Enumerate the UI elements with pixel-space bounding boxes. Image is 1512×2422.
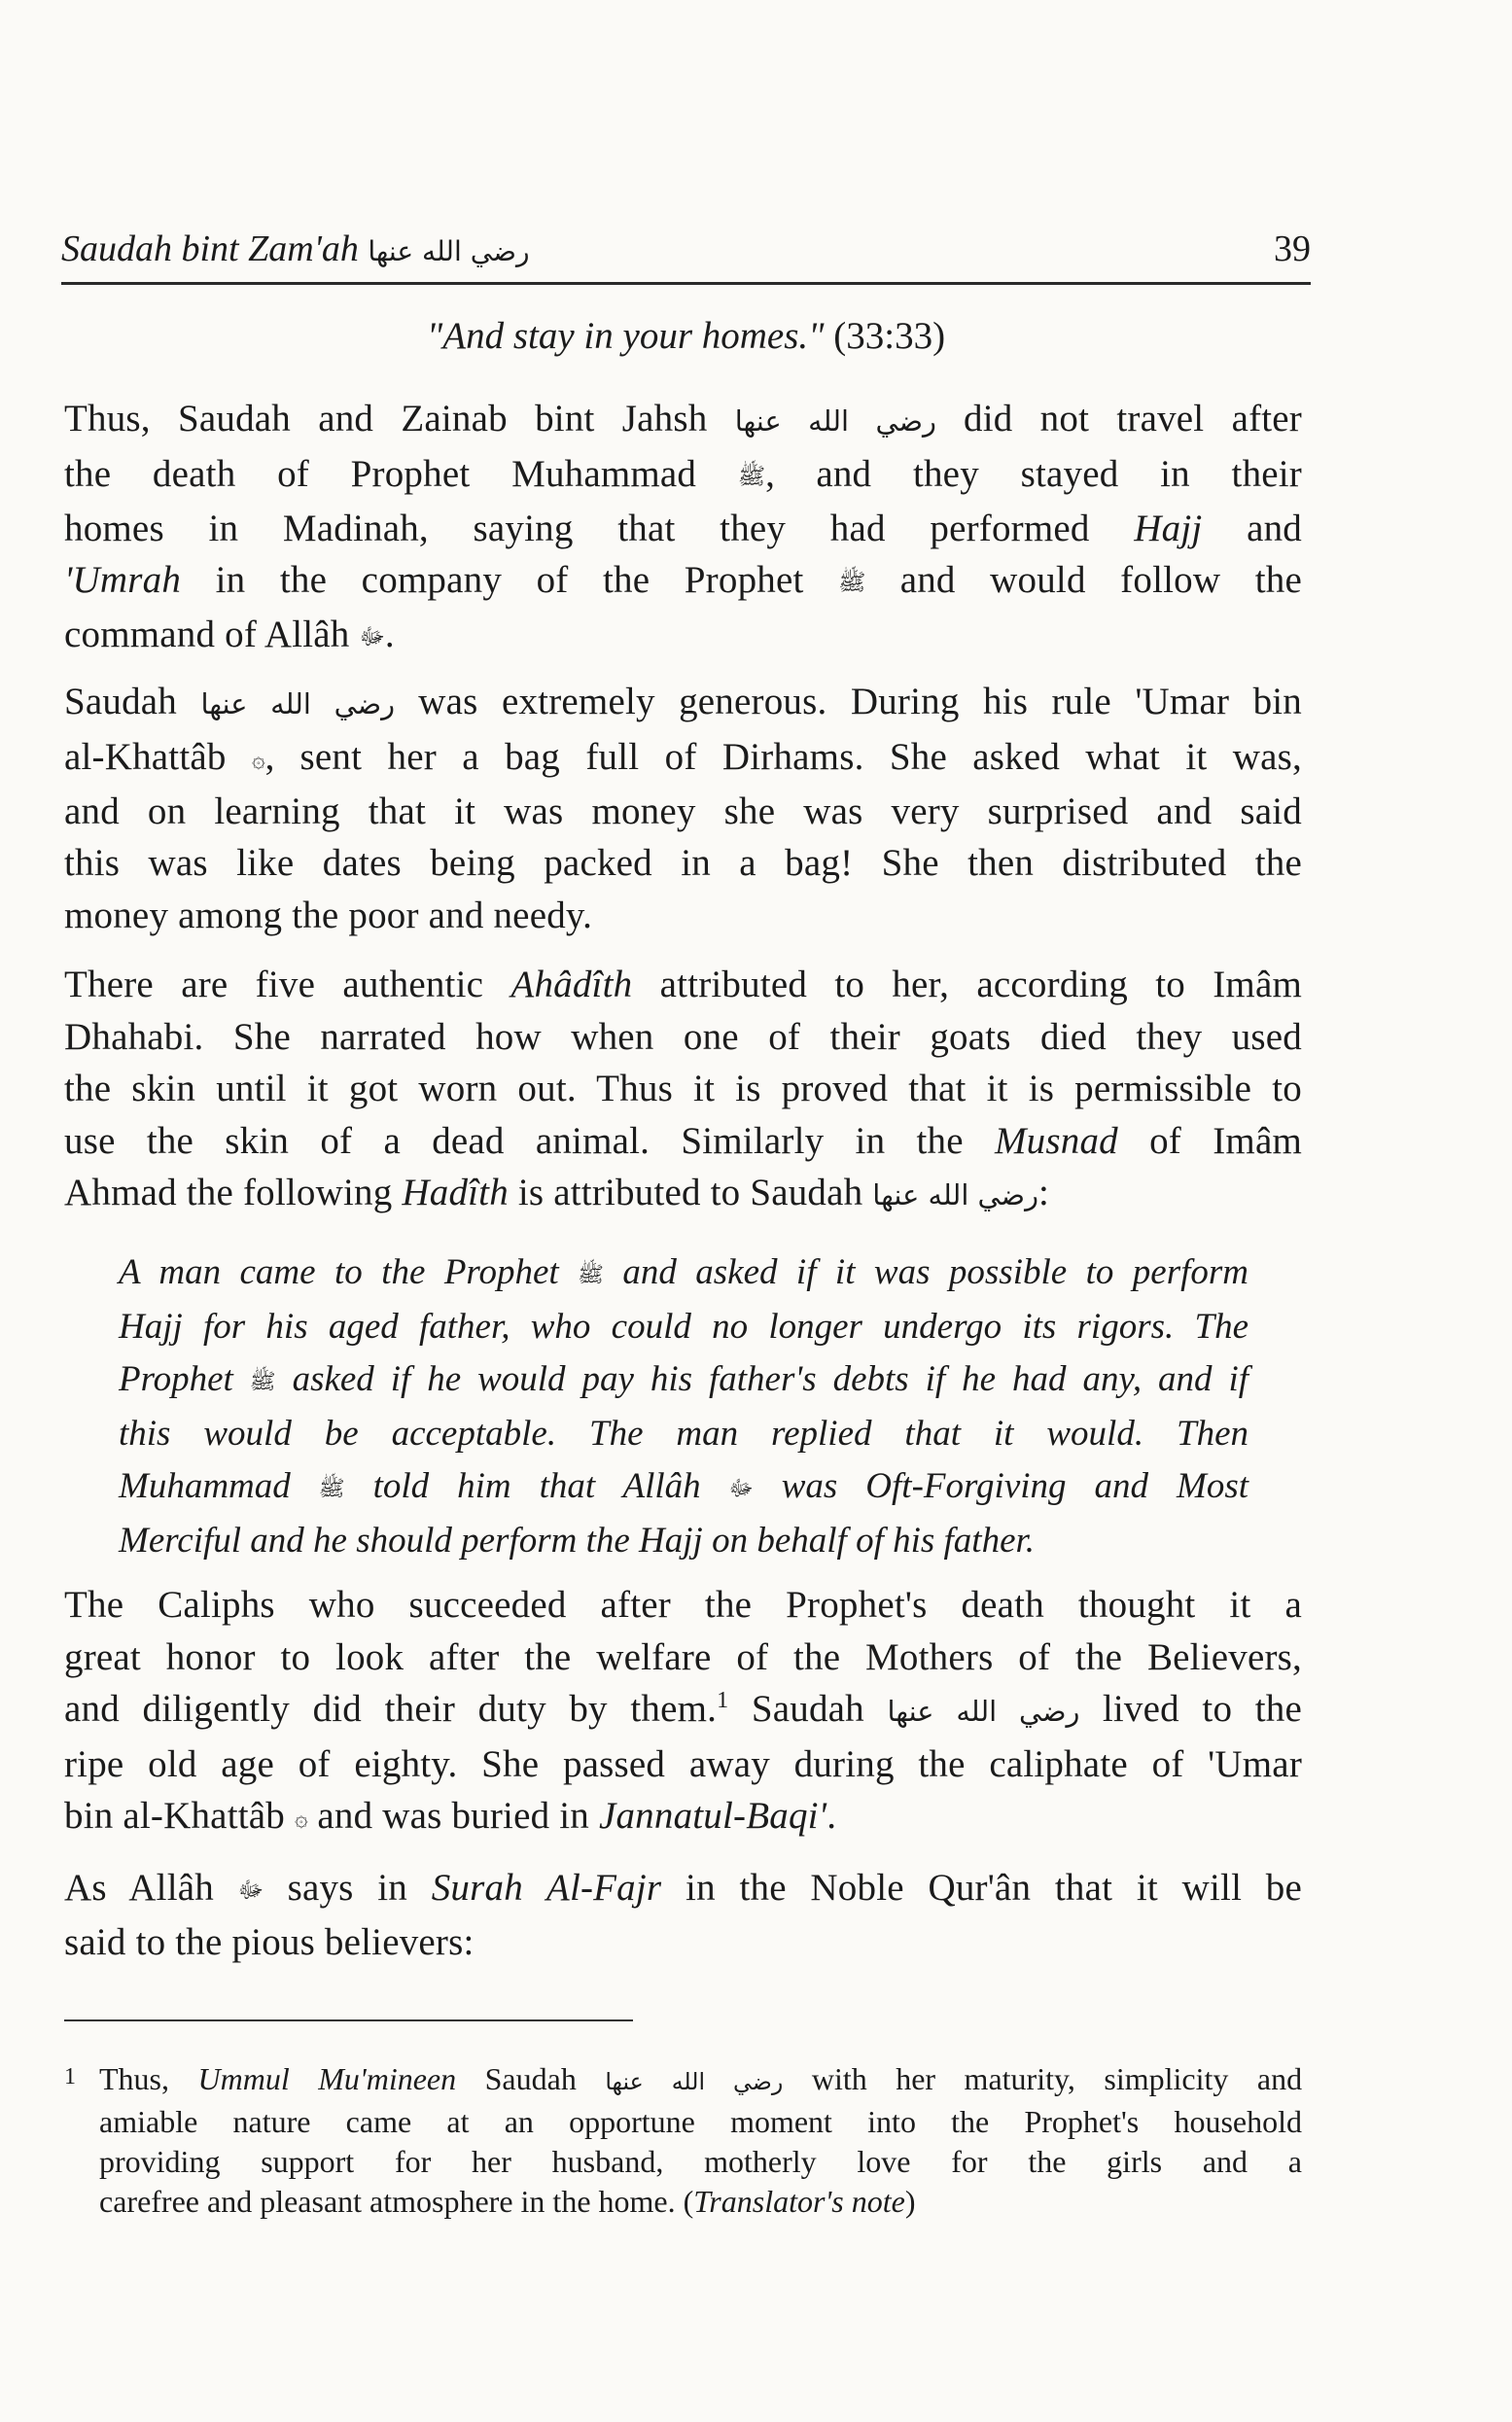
- text-run: Saudah: [484, 2061, 577, 2096]
- paragraph: [64, 1579, 1302, 1844]
- text-line: [64, 393, 1302, 448]
- quote-reference: (33:33): [833, 315, 946, 357]
- text-line: this would be acceptable. The man replied that it would. Then: [119, 1414, 1248, 1455]
- hadith-blockquote: [119, 1246, 1248, 1566]
- text-run: asked if he would pay his father's debts if he had any, and if: [292, 1358, 1249, 1399]
- text-line: Hajj for his aged father, who could no longer undergo its rigors. The: [119, 1307, 1248, 1348]
- text-run: with her maturity, simplicity and: [811, 2061, 1303, 2096]
- text-run: Saudah: [751, 1688, 864, 1730]
- text-run: the death of Prophet Muhammad: [64, 452, 697, 495]
- text-run: bin al-Khattâb: [64, 1795, 285, 1837]
- footnote-body: [99, 2059, 1302, 2222]
- footnote-reference[interactable]: 1: [717, 1688, 729, 1713]
- text-line: Merciful and he should perform the Hajj on behalf of his father.: [119, 1520, 1036, 1561]
- footnote-divider: [64, 2019, 633, 2021]
- paragraph: [64, 393, 1302, 664]
- paragraph: [64, 1862, 1302, 1969]
- text-line: great honor to look after the welfare of the Mothers of the Believers,: [64, 1635, 1302, 1678]
- allah-glyph-icon: ﷻ: [359, 623, 385, 651]
- text-run: carefree and pleasant atmosphere in the home. (: [99, 2184, 694, 2219]
- text-line: [64, 1167, 1302, 1222]
- running-title-text: Saudah bint Zam'ah: [61, 228, 359, 269]
- text-run: and asked if it was possible to perform: [622, 1252, 1249, 1292]
- text-run: and: [1247, 507, 1302, 549]
- text-line: providing support for her husband, motherly love for the girls and a: [99, 2144, 1302, 2179]
- text-line: Dhahabi. She narrated how when one of their goats died they used: [64, 1015, 1302, 1058]
- italic-term: Ahâdîth: [510, 964, 633, 1005]
- text-line: [64, 503, 1302, 555]
- pbuh-glyph-icon: ﷺ: [838, 568, 866, 596]
- text-run: in the Noble Qur'ân that it will be: [686, 1867, 1303, 1909]
- text-line: this was like dates being packed in a bag! She then distributed the: [64, 842, 1302, 885]
- text-line: The Caliphs who succeeded after the Prophet's death thought it a: [64, 1584, 1302, 1626]
- honorific-text: رضي الله عنها: [872, 1178, 1039, 1211]
- text-run: .: [384, 614, 395, 656]
- italic-term: Hadîth: [402, 1172, 509, 1213]
- text-run: in the company of the Prophet: [215, 559, 804, 602]
- pbuh-glyph-icon: ﷺ: [318, 1475, 345, 1501]
- page-number: 39: [1274, 228, 1311, 269]
- text-run: attributed to her, according to Imâm: [659, 964, 1303, 1005]
- text-run: did not travel after: [964, 398, 1302, 439]
- text-run: lived to the: [1102, 1688, 1302, 1730]
- text-run: A man came to the Prophet: [119, 1252, 559, 1292]
- text-line: [64, 1683, 1302, 1738]
- text-line: [119, 1460, 1248, 1515]
- quote-text: "And stay in your homes.": [426, 315, 825, 357]
- italic-term: 'Umrah: [64, 559, 182, 602]
- text-run: is attributed to Saudah: [517, 1172, 863, 1213]
- text-run: was Oft-Forgiving and Most: [781, 1465, 1249, 1506]
- italic-term: Ummul Mu'mineen: [197, 2061, 457, 2096]
- paragraph: [64, 676, 1302, 941]
- honorific-text: رضي الله عنها: [368, 235, 530, 267]
- text-run: of Imâm: [1149, 1119, 1302, 1162]
- honorific-text: رضي الله عنها: [200, 687, 396, 720]
- text-line: money among the poor and needy.: [64, 894, 593, 936]
- text-run: , sent her a bag full of Dirhams. She asked what it was,: [264, 735, 1302, 778]
- text-run: ): [904, 2184, 916, 2219]
- text-line: [99, 2059, 1302, 2102]
- honorific-text: رضي الله عنها: [734, 404, 936, 438]
- pbuh-glyph-icon: ﷺ: [737, 462, 766, 490]
- text-run: says in: [287, 1867, 408, 1909]
- text-run: was extremely generous. During his rule 'Umar bin: [418, 681, 1303, 722]
- text-run: As Allâh: [64, 1867, 214, 1909]
- text-line: amiable nature came at an opportune moment into the Prophet's household: [99, 2104, 1302, 2139]
- text-run: Muhammad: [119, 1465, 291, 1506]
- allah-glyph-icon: ﷻ: [728, 1475, 754, 1501]
- text-run: Saudah: [64, 681, 178, 722]
- text-line: [64, 676, 1302, 731]
- text-run: .: [826, 1795, 837, 1837]
- text-line: [64, 609, 1302, 663]
- ra-glyph-icon: ۞: [251, 745, 265, 773]
- text-line: [64, 731, 1302, 786]
- text-run: use the skin of a dead animal. Similarly in the: [64, 1119, 964, 1162]
- text-line: [119, 1246, 1248, 1301]
- text-line: and on learning that it was money she was very surprised and said: [64, 790, 1302, 832]
- text-line: the skin until it got worn out. Thus it is proved that it is permissible to: [64, 1068, 1302, 1109]
- text-line: [64, 554, 1302, 609]
- text-line: [119, 1353, 1248, 1408]
- text-line: [99, 2182, 1302, 2222]
- pbuh-glyph-icon: ﷺ: [578, 1261, 604, 1287]
- page-header: [61, 224, 1311, 285]
- text-run: Thus,: [99, 2061, 169, 2096]
- text-run: :: [1038, 1172, 1049, 1213]
- text-run: told him that Allâh: [372, 1465, 701, 1506]
- italic-term: Musnad: [995, 1119, 1118, 1162]
- honorific-text: رضي الله عنها: [887, 1695, 1080, 1728]
- text-run: and diligently did their duty by them.: [64, 1688, 718, 1730]
- ra-glyph-icon: ۞: [294, 1804, 308, 1832]
- text-run: homes in Madinah, saying that they had performed: [64, 507, 1090, 549]
- footnote-marker: 1: [64, 2064, 76, 2089]
- text-line: [64, 959, 1302, 1011]
- text-run: command of Allâh: [64, 614, 350, 656]
- paragraph: [64, 959, 1302, 1222]
- italic-term: Translator's note: [693, 2184, 905, 2219]
- text-line: [64, 1790, 1302, 1844]
- running-title: [61, 228, 530, 270]
- text-run: , and they stayed in their: [765, 452, 1302, 495]
- allah-glyph-icon: ﷻ: [237, 1876, 264, 1904]
- pbuh-glyph-icon: ﷺ: [249, 1368, 276, 1394]
- text-line: ripe old age of eighty. She passed away during the caliphate of 'Umar: [64, 1742, 1302, 1785]
- text-run: and would follow the: [899, 559, 1302, 602]
- text-line: [64, 1115, 1302, 1168]
- italic-term: Surah Al-Fajr: [431, 1867, 662, 1909]
- italic-term: Hajj: [1134, 507, 1203, 549]
- text-run: al-Khattâb: [64, 735, 227, 778]
- honorific-text: رضي الله عنها: [605, 2068, 784, 2095]
- text-line: [64, 1862, 1302, 1916]
- text-run: There are five authentic: [64, 964, 484, 1005]
- quran-quote: [61, 314, 1311, 358]
- italic-term: Jannatul-Baqi': [598, 1795, 827, 1837]
- text-line: said to the pious believers:: [64, 1921, 475, 1964]
- text-run: Prophet: [119, 1358, 233, 1399]
- text-run: Ahmad the following: [64, 1172, 393, 1213]
- text-run: and was buried in: [317, 1795, 589, 1837]
- text-line: [64, 448, 1302, 503]
- text-run: Thus, Saudah and Zainab bint Jahsh: [64, 398, 708, 439]
